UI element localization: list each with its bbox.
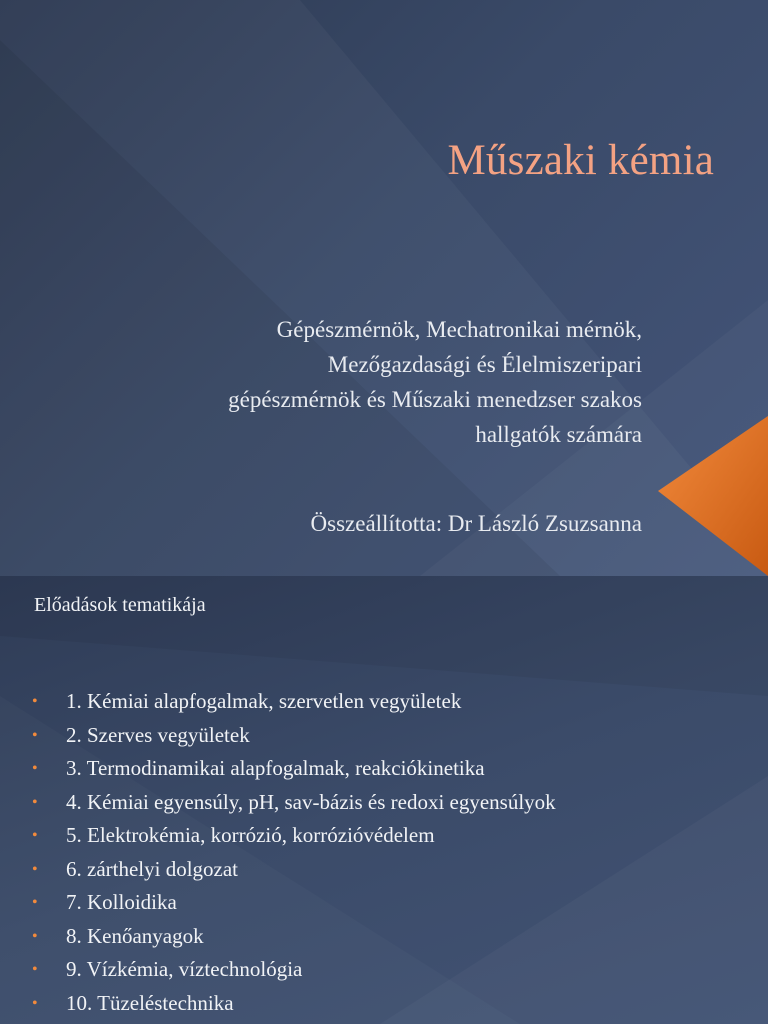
slide-subtitle [42,312,642,452]
subtitle-line: gépészmérnök és Műszaki menedzser szakos [228,387,642,412]
list-item [30,752,556,786]
list-item [30,819,556,853]
bullet-dot-icon: • [32,793,38,811]
bullet-dot-icon: • [32,927,38,945]
topic-list [30,685,556,1020]
list-item [30,853,556,887]
list-item-label: 4. Kémiai egyensúly, pH, sav-bázis és redoxi egyensúlyok [66,789,556,814]
topics-slide [0,576,768,1024]
bullet-dot-icon: • [32,860,38,878]
list-item-label: 10. Tüzeléstechnika [66,990,234,1015]
bullet-dot-icon: • [32,894,38,911]
bullet-dot-icon: • [32,693,38,710]
list-item-label: 3. Termodinamikai alapfogalmak, reakciókinetika [66,756,485,780]
list-item [30,920,556,954]
list-item-label: 6. zárthelyi dolgozat [66,856,239,881]
list-item [30,953,556,987]
slide-title: Műszaki kémia [447,137,714,184]
list-item-label: 9. Vízkémia, víztechnológia [66,957,303,981]
list-item-label: 1. Kémiai alapfogalmak, szervetlen vegyületek [66,689,462,713]
subtitle-line: Mezőgazdasági és Élelmiszeripari [327,352,642,377]
bullet-dot-icon: • [32,827,38,844]
topics-heading: Előadások tematikája [34,594,206,616]
bullet-dot-icon: • [32,726,38,744]
list-item [30,786,556,820]
list-item [30,886,556,920]
bullet-dot-icon: • [32,961,38,978]
list-item-label: 5. Elektrokémia, korrózió, korrózióvédelem [66,823,435,847]
subtitle-line: hallgatók számára [475,422,642,447]
list-item [30,719,556,753]
bullet-dot-icon: • [32,760,38,777]
list-item-label: 8. Kenőanyagok [66,923,204,948]
subtitle-line: Gépészmérnök, Mechatronikai mérnök, [276,317,642,342]
list-item-label: 2. Szerves vegyületek [66,722,250,747]
list-item-label: 7. Kolloidika [66,890,177,914]
list-item [30,685,556,719]
list-item [30,987,556,1021]
bullet-dot-icon: • [32,994,38,1012]
author-line: Összeállította: Dr László Zsuzsanna [310,511,642,536]
